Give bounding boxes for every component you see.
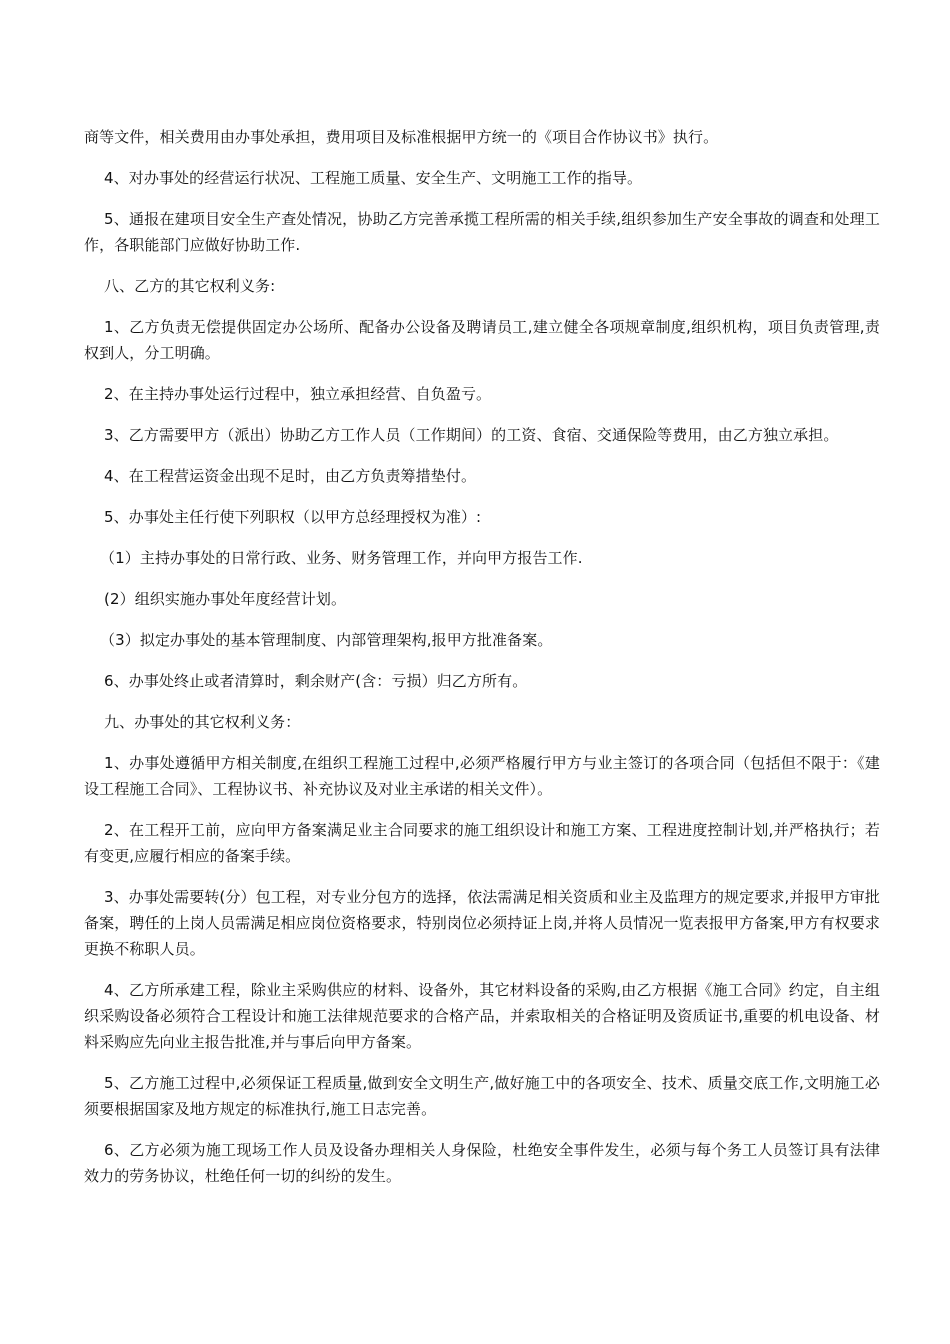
section-heading-9: 九、办事处的其它权利义务：	[104, 713, 301, 731]
paragraph-item-9-3: 3、办事处需要转(分）包工程，对专业分包方的选择，依法需满足相关资质和业主及监理方的规定要求,并报甲方审批备案，聘任的上岗人员需满足相应岗位资格要求，特别岗位必须持证上岗,并将人员情况一览表报甲方备案,甲方有权要求更换不称职人员。	[84, 888, 880, 958]
paragraph-item-8-1: 1、乙方负责无偿提供固定办公场所、配备办公设备及聘请员工,建立健全各项规章制度,组织机构，项目负责管理,责权到人，分工明确。	[84, 318, 880, 362]
paragraph-item-9-6: 6、乙方必须为施工现场工作人员及设备办理相关人身保险，杜绝安全事件发生，必须与每个务工人员签订具有法律效力的劳务协议，杜绝任何一切的纠纷的发生。	[84, 1141, 880, 1185]
paragraph-item-8-3: 3、乙方需要甲方（派出）协助乙方工作人员（工作期间）的工资、食宿、交通保险等费用，由乙方独立承担。	[104, 426, 839, 444]
paragraph-item-7-4: 4、对办事处的经营运行状况、工程施工质量、安全生产、文明施工工作的指导。	[104, 169, 643, 187]
paragraph-item-8-2: 2、在主持办事处运行过程中，独立承担经营、自负盈亏。	[104, 385, 492, 403]
paragraph-subitem-1: （1）主持办事处的日常行政、业务、财务管理工作，并向甲方报告工作.	[100, 549, 583, 567]
paragraph-item-8-6: 6、办事处终止或者清算时，剩余财产(含：亏损）归乙方所有。	[104, 672, 528, 690]
paragraph-item-9-5: 5、乙方施工过程中,必须保证工程质量,做到安全文明生产,做好施工中的各项安全、技术、质量交底工作,文明施工必须要根据国家及地方规定的标准执行,施工日志完善。	[84, 1074, 880, 1118]
paragraph-continuation: 商等文件，相关费用由办事处承担，费用项目及标准根据甲方统一的《项目合作协议书》执行。	[84, 128, 719, 146]
paragraph-item-9-1: 1、办事处遵循甲方相关制度,在组织工程施工过程中,必须严格履行甲方与业主签订的各项合同（包括但不限于：《建设工程施工合同》、工程协议书、补充协议及对业主承诺的相关文件）。	[84, 754, 880, 798]
paragraph-item-9-2: 2、在工程开工前，应向甲方备案满足业主合同要求的施工组织设计和施工方案、工程进度控制计划,并严格执行；若有变更,应履行相应的备案手续。	[84, 821, 880, 865]
document-body	[84, 124, 880, 1204]
paragraph-item-8-5: 5、办事处主任行使下列职权（以甲方总经理授权为准）:	[104, 508, 482, 526]
paragraph-item-7-5: 5、通报在建项目安全生产查处情况，协助乙方完善承揽工程所需的相关手续,组织参加生产安全事故的调查和处理工作，各职能部门应做好协助工作.	[84, 210, 880, 254]
paragraph-item-8-4: 4、在工程营运资金出现不足时，由乙方负责筹措垫付。	[104, 467, 477, 485]
paragraph-subitem-3: （3）拟定办事处的基本管理制度、内部管理架构,报甲方批准备案。	[100, 631, 553, 649]
section-heading-8: 八、乙方的其它权利义务:	[104, 277, 276, 295]
paragraph-subitem-2: (2）组织实施办事处年度经营计划。	[104, 590, 347, 608]
paragraph-item-9-4: 4、乙方所承建工程，除业主采购供应的材料、设备外，其它材料设备的采购,由乙方根据《施工合同》约定，自主组织采购设备必须符合工程设计和施工法律规范要求的合格产品，并索取相关的合格证明及资质证书,重要的机电设备、材料采购应先向业主报告批准,并与事后向甲方备案。	[84, 981, 880, 1051]
